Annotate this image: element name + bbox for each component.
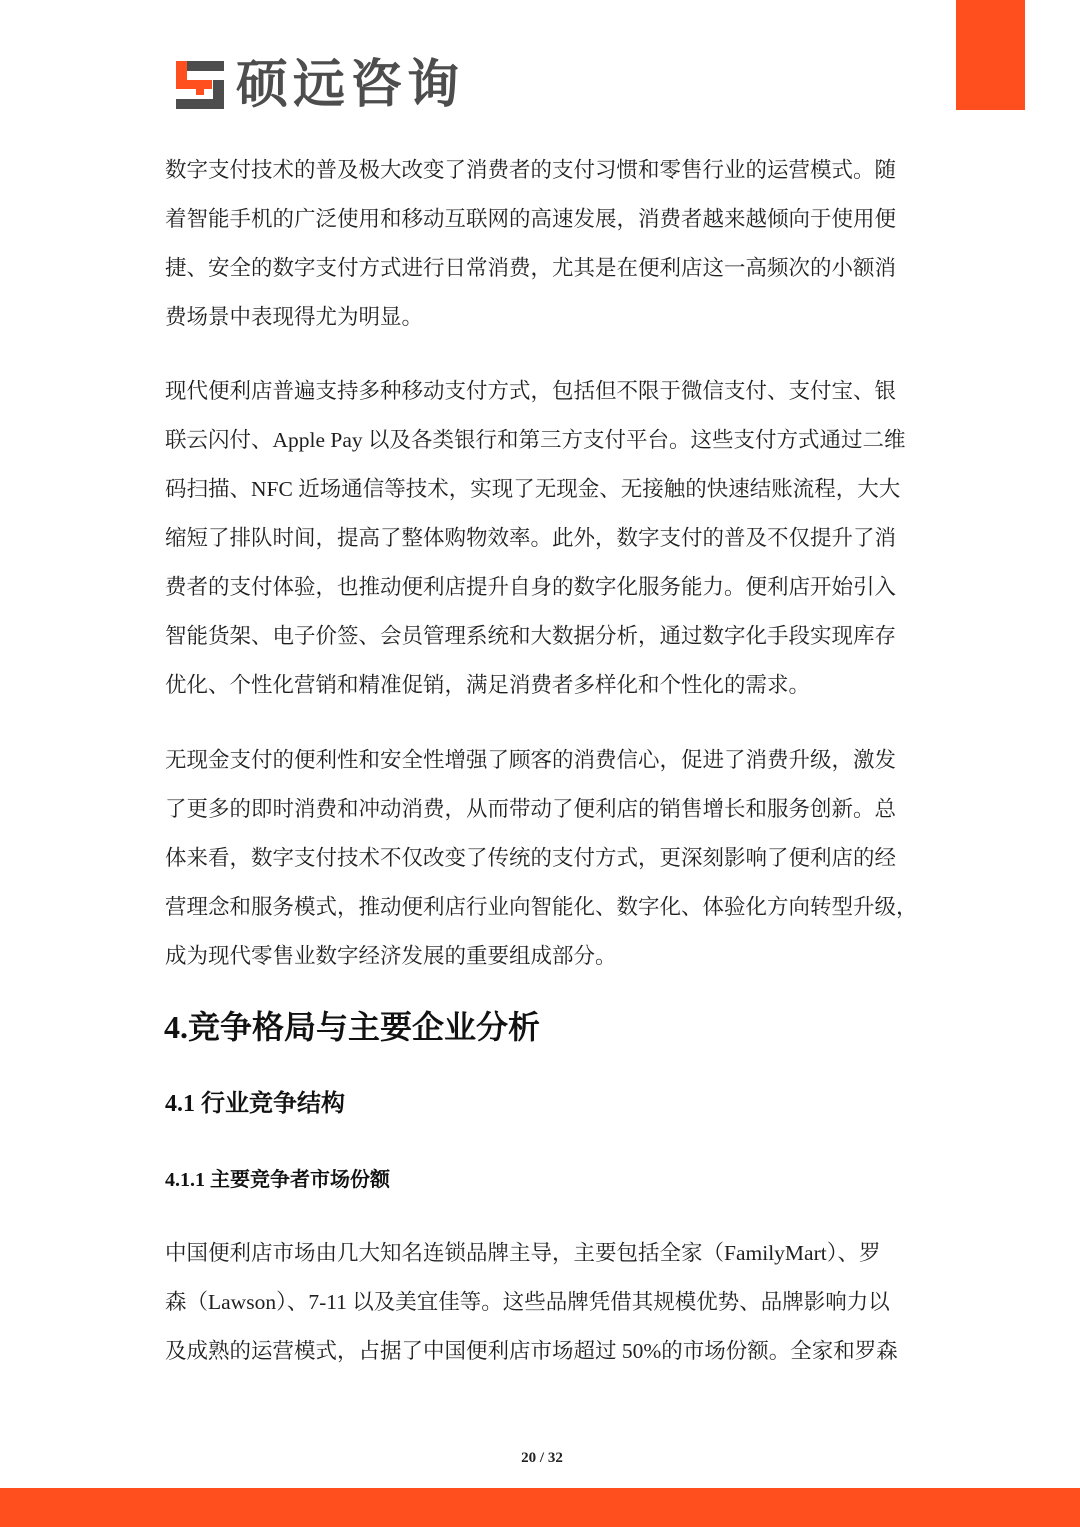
paragraph-line: 及成熟的运营模式，占据了中国便利店市场超过 50%的市场份额。全家和罗森: [165, 1339, 898, 1363]
paragraph-line: 无现金支付的便利性和安全性增强了顾客的消费信心，促进了消费升级，激发: [165, 748, 897, 772]
paragraph: [165, 367, 925, 710]
brand-s-mark-icon: [176, 61, 224, 109]
subsection-heading: 4.1 行业竞争结构: [165, 1091, 345, 1117]
paragraph-line: 捷、安全的数字支付方式进行日常消费，尤其是在便利店这一高频次的小额消: [165, 256, 897, 280]
paragraph: [165, 146, 925, 342]
paragraph: [165, 1229, 925, 1376]
paragraph-line: 着智能手机的广泛使用和移动互联网的高速发展，消费者越来越倾向于使用便: [165, 207, 897, 231]
paragraph-line: 费场景中表现得尤为明显。: [165, 305, 424, 329]
paragraph-line: 优化、个性化营销和精准促销，满足消费者多样化和个性化的需求。: [165, 673, 811, 697]
paragraph-line: 成为现代零售业数字经济发展的重要组成部分。: [165, 944, 617, 968]
paragraph-line: 营理念和服务模式，推动便利店行业向智能化、数字化、体验化方向转型升级，: [165, 895, 918, 919]
page-number: 20 / 32: [521, 1450, 563, 1466]
brand-logo: [176, 55, 465, 115]
paragraph-line: 了更多的即时消费和冲动消费，从而带动了便利店的销售增长和服务创新。总: [165, 797, 897, 821]
paragraph-line: 中国便利店市场由几大知名连锁品牌主导，主要包括全家（FamilyMart）、罗: [165, 1241, 881, 1265]
paragraph-line: 数字支付技术的普及极大改变了消费者的支付习惯和零售行业的运营模式。随: [165, 158, 897, 182]
paragraph-line: 智能货架、电子价签、会员管理系统和大数据分析，通过数字化手段实现库存: [165, 624, 897, 648]
brand-name: 硕远咨询: [236, 55, 465, 115]
paragraph-line: 缩短了排队时间，提高了整体购物效率。此外，数字支付的普及不仅提升了消: [165, 526, 897, 550]
corner-accent-tab: [956, 0, 1025, 110]
paragraph-line: 现代便利店普遍支持多种移动支付方式，包括但不限于微信支付、支付宝、银: [165, 379, 897, 403]
paragraph: [165, 736, 925, 981]
section-heading: 4.竞争格局与主要企业分析: [164, 1009, 541, 1045]
paragraph-line: 费者的支付体验，也推动便利店提升自身的数字化服务能力。便利店开始引入: [165, 575, 897, 599]
footer-accent-bar: [0, 1488, 1080, 1527]
paragraph-line: 码扫描、NFC 近场通信等技术，实现了无现金、无接触的快速结账流程，大大: [165, 477, 901, 501]
subsubsection-heading: 4.1.1 主要竞争者市场份额: [165, 1169, 390, 1191]
paragraph-line: 联云闪付、Apple Pay 以及各类银行和第三方支付平台。这些支付方式通过二维: [165, 428, 906, 452]
paragraph-line: 体来看，数字支付技术不仅改变了传统的支付方式，更深刻影响了便利店的经: [165, 846, 897, 870]
paragraph-line: 森（Lawson）、7-11 以及美宜佳等。这些品牌凭借其规模优势、品牌影响力以: [165, 1290, 890, 1314]
